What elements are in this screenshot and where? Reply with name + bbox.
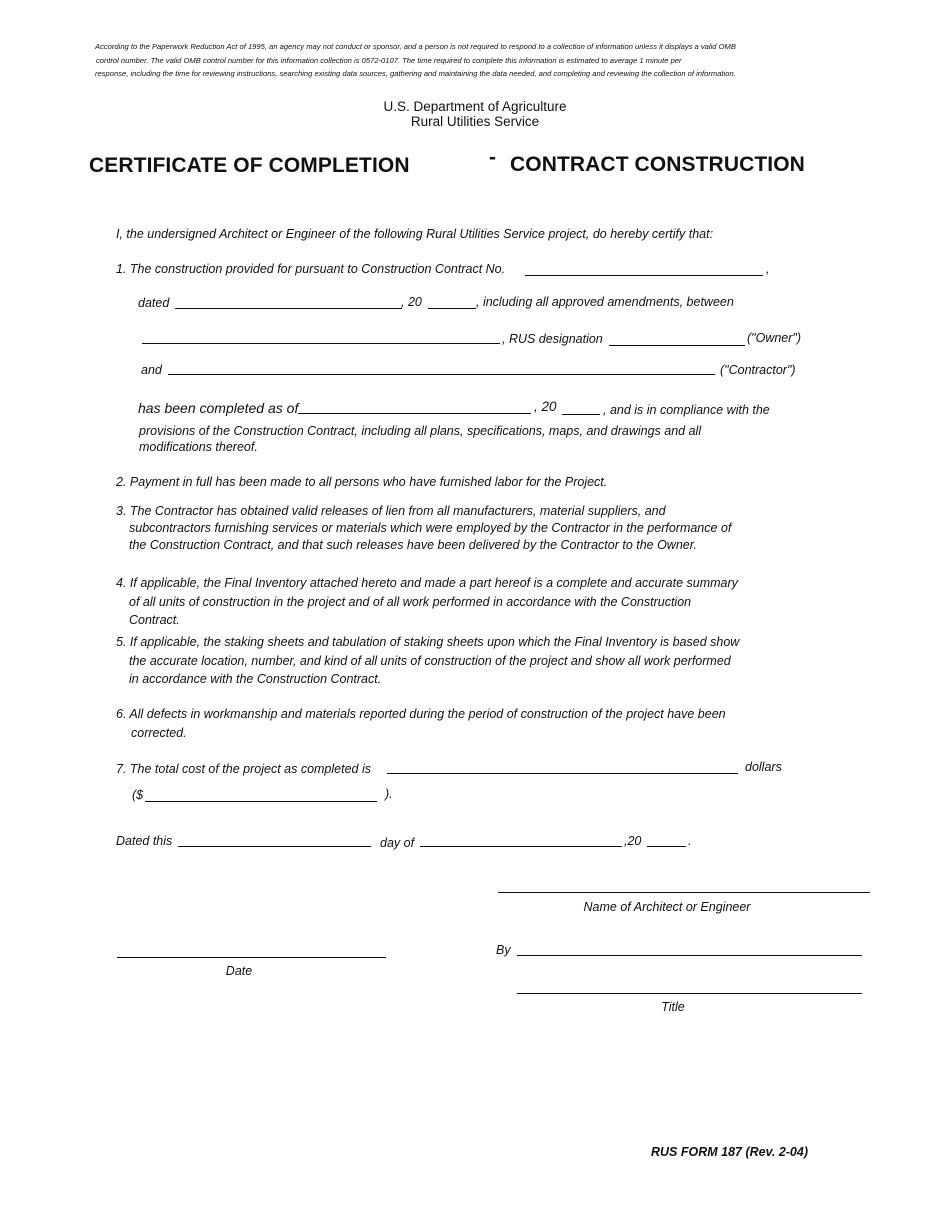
item4-line: of all units of construction in the project and of all work performed in accordance with the Construction <box>129 594 692 609</box>
total-cost-amount-field[interactable] <box>145 801 377 802</box>
notice-line: According to the Paperwork Reduction Act of 1995, an agency may not conduct or sponsor, and a person is not required to respond to a collection of information unless it displays a valid OMB <box>95 42 736 51</box>
dated-this-label: Dated this <box>116 834 173 848</box>
item1-contract-label: 1. The construction provided for pursuant to Construction Contract No. <box>116 262 506 276</box>
compliance-label: , and is in compliance with the <box>603 403 770 417</box>
item6-text <box>116 705 726 742</box>
contract-year-field[interactable] <box>428 308 476 309</box>
by-signature-field[interactable] <box>517 955 862 956</box>
architect-name-field[interactable] <box>498 892 870 893</box>
paperwork-notice <box>95 40 835 81</box>
dated-year-field[interactable] <box>647 846 686 847</box>
item4-line: Contract. <box>129 613 180 627</box>
dated-year-label: ,20 <box>624 834 642 848</box>
item3-text <box>116 503 731 554</box>
form-number: RUS FORM 187 (Rev. 2-04) <box>651 1145 808 1159</box>
amendments-label: , including all approved amendments, between <box>476 295 734 309</box>
owner-label: ("Owner") <box>747 331 802 345</box>
agency-department: U.S. Department of Agriculture <box>383 99 567 114</box>
title-label: Title <box>661 1000 685 1014</box>
day-of-label: day of <box>380 836 415 850</box>
item5-text <box>116 633 739 689</box>
item1-comma: , <box>766 262 770 276</box>
provisions-line: modifications thereof. <box>139 440 258 454</box>
item5-line: 5. If applicable, the staking sheets and tabulation of staking sheets upon which the Final Inventory is based show <box>116 635 740 649</box>
completed-label: has been completed as of <box>138 400 299 416</box>
page-title-right: CONTRACT CONSTRUCTION <box>510 153 805 176</box>
item2-text: 2. Payment in full has been made to all persons who have furnished labor for the Project. <box>116 475 608 489</box>
completed-year-label: , 20 <box>534 399 557 414</box>
item3-line: 3. The Contractor has obtained valid releases of lien from all manufacturers, material suppliers, and <box>116 504 666 518</box>
dated-day-field[interactable] <box>178 846 371 847</box>
contractor-name-field[interactable] <box>168 374 715 375</box>
dollar-paren-close: ). <box>385 787 393 801</box>
item6-line: 6. All defects in workmanship and materials reported during the period of construction of the project have been <box>116 707 726 721</box>
item5-line: in accordance with the Construction Contract. <box>129 672 382 686</box>
provisions-text <box>139 423 701 455</box>
date-field[interactable] <box>117 957 386 958</box>
agency-service: Rural Utilities Service <box>410 114 540 129</box>
item4-text <box>116 574 738 630</box>
completion-year-field[interactable] <box>562 414 600 415</box>
provisions-line: provisions of the Construction Contract, including all plans, specifications, maps, and drawings and all <box>139 424 702 438</box>
item3-line: the Construction Contract, and that such releases have been delivered by the Contractor to the Owner. <box>129 538 697 552</box>
and-label: and <box>141 363 162 377</box>
intro-text: I, the undersigned Architect or Engineer of the following Rural Utilities Service project, do hereby certify that: <box>116 227 714 241</box>
total-cost-words-field[interactable] <box>387 773 738 774</box>
item6-line: corrected. <box>131 725 187 740</box>
notice-line: response, including the time for reviewing instructions, searching existing data sources, gathering and maintaining the data needed, and completing and reviewing the collection of information. <box>95 69 736 78</box>
dated-label: dated <box>138 296 170 310</box>
item5-line: the accurate location, number, and kind of all units of construction of the project and show all work performed <box>129 653 731 668</box>
item3-line: subcontractors furnishing services or materials which were employed by the Contractor in the performance of <box>129 521 732 535</box>
contractor-label: ("Contractor") <box>720 363 796 377</box>
architect-label: Name of Architect or Engineer <box>583 900 751 914</box>
dollar-paren-open: ($ <box>132 788 144 802</box>
completion-date-field[interactable] <box>298 413 531 414</box>
item7-label: 7. The total cost of the project as completed is <box>116 762 371 776</box>
by-label: By <box>496 943 511 957</box>
item4-line: 4. If applicable, the Final Inventory attached hereto and made a part hereof is a complete and accurate summary <box>116 576 738 590</box>
contract-number-field[interactable] <box>525 275 763 276</box>
notice-line: control number. The valid OMB control number for this information collection is 0572-0107. The time required to complete this information is estimated to average 1 minute per <box>96 55 682 65</box>
dollars-label: dollars <box>745 760 782 774</box>
dated-month-field[interactable] <box>420 846 622 847</box>
year-label: , 20 <box>401 295 422 309</box>
page-title-left: CERTIFICATE OF COMPLETION <box>89 154 410 177</box>
rus-designation-label: , RUS designation <box>502 332 603 346</box>
owner-name-field[interactable] <box>142 343 500 344</box>
title-field[interactable] <box>517 993 862 994</box>
contract-date-field[interactable] <box>175 308 402 309</box>
dated-period: . <box>688 834 692 848</box>
rus-designation-field[interactable] <box>609 345 745 346</box>
date-label: Date <box>225 964 253 978</box>
title-dash: - <box>489 146 497 169</box>
